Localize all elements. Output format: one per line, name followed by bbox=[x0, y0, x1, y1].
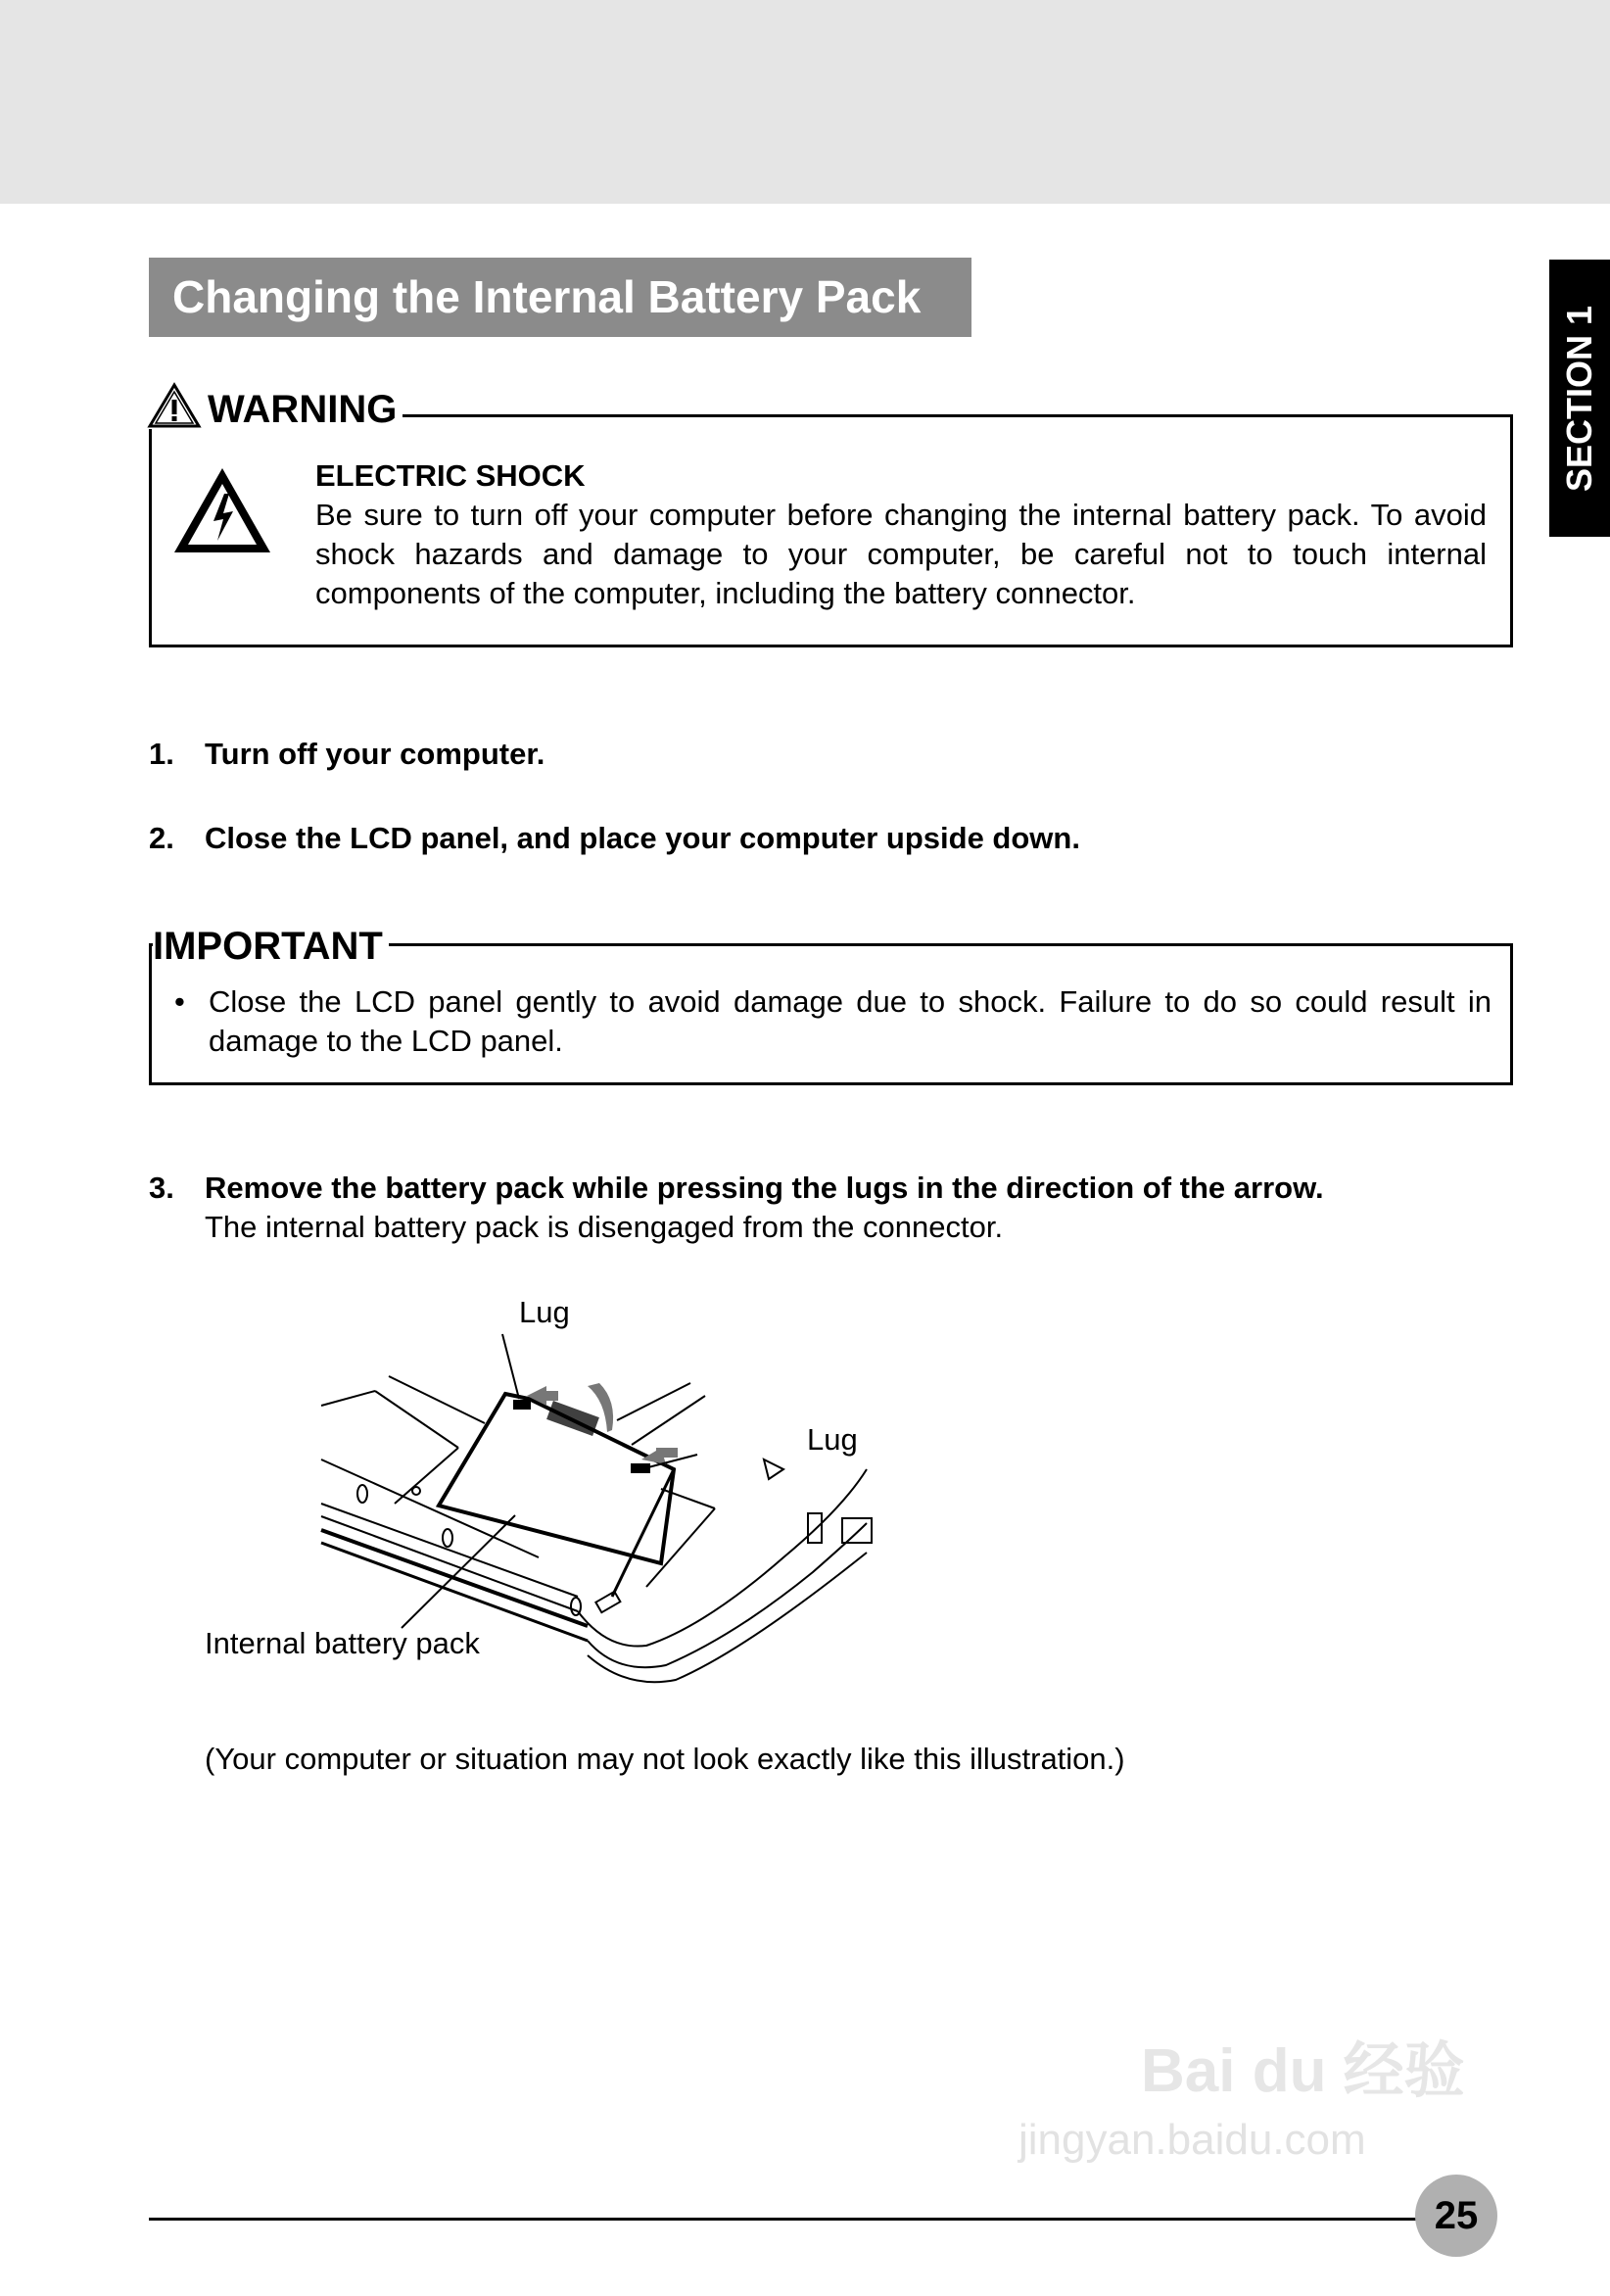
warning-body: Be sure to turn off your computer before changing the internal battery pack. To avoid shock hazards and damage to your computer, be careful not to touch internal components of the computer, including the battery connector. bbox=[315, 498, 1487, 610]
watermark-logo-text: Bai du 经验 bbox=[1141, 2037, 1465, 2105]
step-number: 2. bbox=[149, 821, 174, 855]
lug-label-right: Lug bbox=[807, 1422, 858, 1457]
warning-heading: ELECTRIC SHOCK bbox=[315, 458, 586, 493]
important-label: IMPORTANT bbox=[153, 927, 389, 966]
warning-content bbox=[315, 456, 1487, 613]
section-tab bbox=[1549, 260, 1610, 537]
warning-header bbox=[147, 382, 402, 429]
lug-label-top: Lug bbox=[519, 1295, 570, 1329]
watermark-url: jingyan.baidu.com bbox=[1018, 2116, 1366, 2164]
footer-rule bbox=[149, 2218, 1451, 2221]
electric-shock-icon bbox=[170, 464, 274, 558]
illustration-caption: (Your computer or situation may not look exactly like this illustration.) bbox=[205, 1742, 1125, 1776]
warning-triangle-icon bbox=[147, 382, 202, 429]
step-text: Remove the battery pack while pressing the lugs in the direction of the arrow. bbox=[205, 1171, 1324, 1205]
page-title: Changing the Internal Battery Pack bbox=[149, 258, 971, 337]
watermark-logo bbox=[1141, 2037, 1465, 2106]
step-number: 3. bbox=[149, 1171, 174, 1205]
step-text: Turn off your computer. bbox=[205, 737, 545, 771]
header-band bbox=[0, 0, 1610, 204]
step-detail: The internal battery pack is disengaged from the connector. bbox=[205, 1210, 1004, 1244]
important-text: Close the LCD panel gently to avoid damage due to shock. Failure to do so could result in damage to the LCD panel. bbox=[209, 984, 1492, 1058]
battery-pack-label: Internal battery pack bbox=[205, 1626, 480, 1660]
important-bullet: • bbox=[174, 984, 185, 1019]
section-tab-label: SECTION 1 bbox=[1559, 305, 1599, 492]
step-number: 1. bbox=[149, 737, 174, 771]
page-number: 25 bbox=[1415, 2175, 1497, 2257]
step-text: Close the LCD panel, and place your computer upside down. bbox=[205, 821, 1080, 855]
warning-label: WARNING bbox=[208, 390, 402, 429]
